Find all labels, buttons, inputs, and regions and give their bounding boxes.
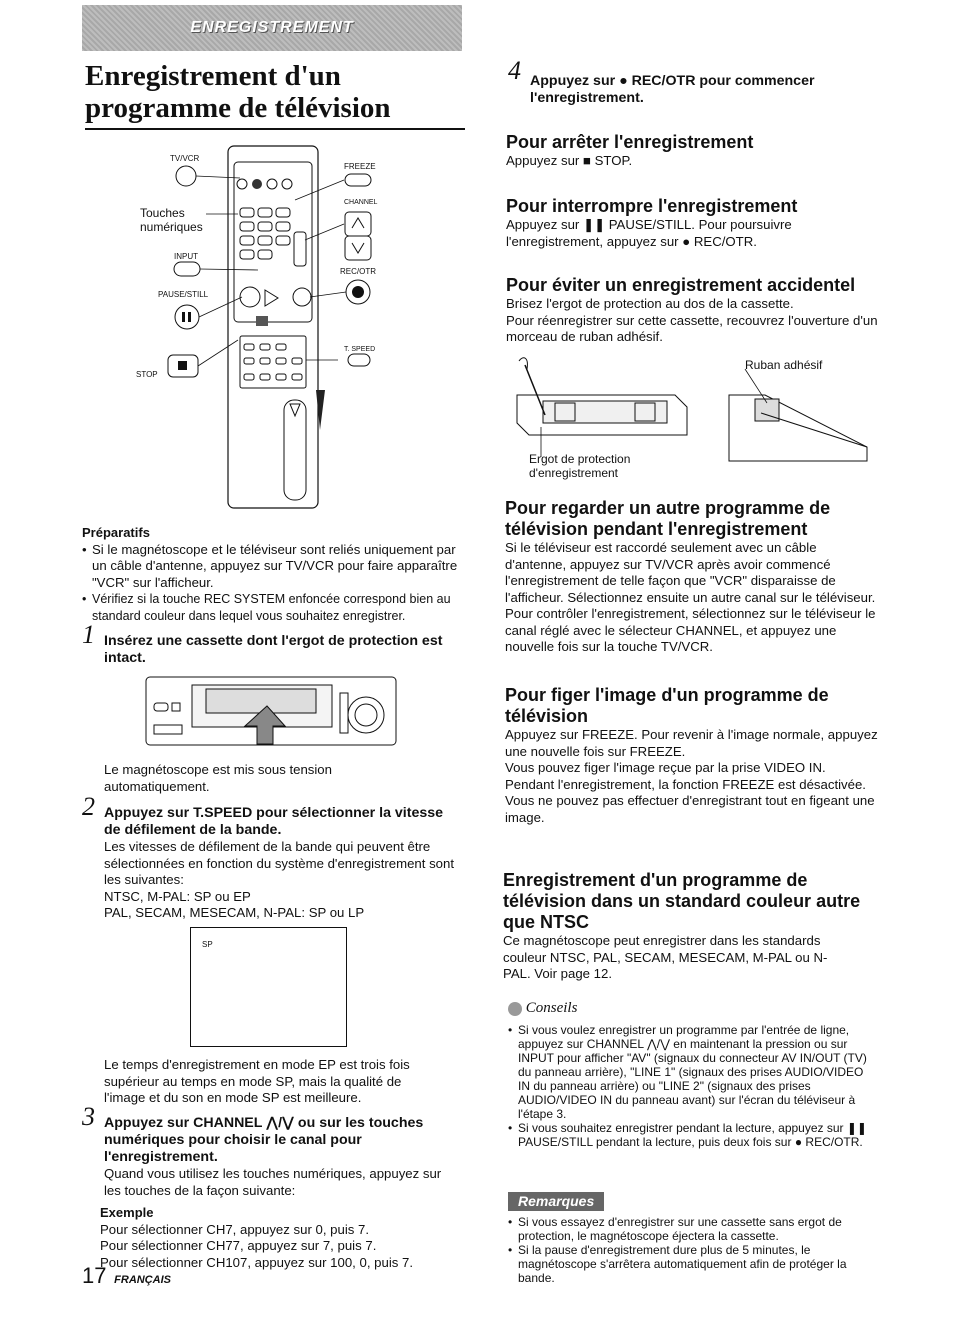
freeze-heading: Pour figer l'image d'un programme de télévision: [505, 685, 829, 726]
vcr-illustration: [144, 675, 399, 750]
screen-label: SP: [202, 940, 213, 949]
color-heading: Enregistrement d'un programme de télévision dans un standard couleur autre que NTSC: [503, 870, 861, 932]
conseils-item: • Si vous voulez enregistrer un programme par l'entrée de ligne, appuyez sur CHANNEL ⋀/⋁ en maintenant la pression ou sur INPUT pour afficher "AV" (signaux du connecteur AV IN/OUT (TV) du panneau arrière), "LINE 1" (signaux des prises AUDIO/VIDEO IN du panneau arrière) ou "LINE 2" (signaux des prises AUDIO/VIDEO IN du panneau avant) sur l'écran du téléviseur à l'étape 3.: [508, 1023, 878, 1121]
step-1-text: Le magnétoscope est mis sous tension automatiquement.: [104, 762, 332, 794]
watch-heading: Pour regarder un autre programme de télévision pendant l'enregistrement: [505, 498, 831, 539]
stop-section: [506, 132, 886, 170]
pause-section: [506, 196, 836, 250]
page-footer: [82, 1263, 171, 1289]
remarques-item: • Si la pause d'enregistrement dure plus de 5 minutes, le magnétoscope s'arrêtera automatiquement afin de protéger la bande.: [508, 1243, 883, 1285]
step-number: 1: [82, 620, 95, 649]
watch-section: [505, 498, 880, 656]
stop-heading: Pour arrêter l'enregistrement: [506, 132, 754, 152]
avoid-heading: Pour éviter un enregistrement accidentel: [506, 275, 856, 295]
remote-illustration: [130, 140, 390, 520]
step-number: 4: [508, 56, 521, 85]
label-freeze: FREEZE: [344, 162, 376, 171]
stop-text: Appuyez sur ■ STOP.: [506, 153, 633, 168]
step-3-heading: Appuyez sur CHANNEL ⋀/⋁ ou sur les touches numériques pour choisir le canal pour l'enregistrement.: [104, 1115, 424, 1165]
cassette-illustration: [505, 355, 885, 485]
tv-screen: [190, 927, 347, 1047]
step-3: [82, 1102, 460, 1199]
remarques: [508, 1192, 883, 1285]
label-pausestill: PAUSE/STILL: [158, 290, 209, 299]
remarques-item: • Si vous essayez d'enregistrer sur une cassette sans ergot de protection, le magnétoscope éjectera la cassette.: [508, 1215, 883, 1243]
avoid-text: Brisez l'ergot de protection au dos de la cassette. Pour réenregistrer sur cette cassette, recouvrez l'ouverture d'un morceau de ruban adhésif.: [506, 296, 878, 344]
pause-heading: Pour interrompre l'enregistrement: [506, 196, 798, 216]
remarques-heading: Remarques: [508, 1192, 604, 1211]
example-text: Pour sélectionner CH7, appuyez sur 0, puis 7. Pour sélectionner CH77, appuyez sur 7, puis 7. Pour sélectionner CH107, appuyez sur 100, 0, puis 7.: [100, 1221, 414, 1270]
label-channel: CHANNEL: [344, 199, 378, 206]
conseils: [508, 1000, 878, 1149]
label-input: INPUT: [174, 252, 198, 261]
conseils-item: • Si vous souhaitez enregistrer pendant la lecture, appuyez sur ❚❚ PAUSE/STILL pendant la lecture, puis deux fois sur ● REC/OTR.: [508, 1121, 878, 1149]
preparatifs: [82, 525, 460, 624]
banner-text: ENREGISTREMENT: [190, 18, 354, 36]
step-2-heading: Appuyez sur T.SPEED pour sélectionner la vitesse de défilement de la bande.: [104, 805, 444, 838]
color-section: [503, 870, 883, 983]
step-4: [508, 56, 890, 107]
label-touches: Touches numériques: [140, 206, 203, 234]
step-3-text: Quand vous utilisez les touches numériques, appuyez sur les touches de la façon suivante:: [104, 1166, 442, 1198]
label-tvvcr: TV/VCR: [170, 154, 200, 163]
color-text: Ce magnétoscope peut enregistrer dans les standards couleur NTSC, PAL, SECAM, MESECAM, M-PAL ou N-PAL. Voir page 12.: [503, 933, 828, 981]
preparatifs-item: • Vérifiez si la touche REC SYSTEM enfoncée correspond bien au standard couleur dans lequel vous souhaitez enregistrer.: [82, 591, 460, 624]
vcr-drawing: [144, 675, 399, 750]
label-recotr: REC/OTR: [340, 267, 376, 276]
label-tab: Ergot de protection d'enregistrement: [529, 452, 631, 480]
step-2: [82, 792, 460, 922]
example-heading: Exemple: [100, 1205, 154, 1220]
avoid-section: [506, 275, 886, 346]
section-banner: [82, 5, 462, 51]
remote-drawing: [130, 140, 390, 520]
pause-text: Appuyez sur ❚❚ PAUSE/STILL. Pour poursuivre l'enregistrement, appuyez sur ● REC/OTR.: [506, 217, 792, 249]
watch-text: Si le téléviseur est raccordé seulement avec un câble d'antenne, appuyez sur TV/VCR après avoir commencé l'enregistrement de telle façon que "VCR" disparaisse de l'afficheur. Sélectionnez ensuite un autre canal sur le téléviseur. Pour contrôler l'enregistrement, sélectionnez sur le téléviseur le canal réglé avec le sélecteur CHANNEL, et appuyez une nouvelle fois sur la touche TV/VCR.: [505, 540, 876, 654]
step-1: [82, 620, 460, 667]
label-tape: Ruban adhésif: [745, 358, 823, 372]
freeze-section: [505, 685, 880, 826]
page-title: Enregistrement d'un programme de télévision: [85, 60, 465, 130]
preparatifs-heading: Préparatifs: [82, 525, 150, 540]
page-number: 17: [82, 1263, 107, 1288]
conseils-icon: [508, 1002, 522, 1016]
step-number: 2: [82, 792, 95, 821]
step-4-heading: Appuyez sur ● REC/OTR pour commencer l'enregistrement.: [530, 73, 815, 106]
step-number: 3: [82, 1102, 95, 1131]
footer-language: FRANÇAIS: [114, 1274, 171, 1286]
step-2-text: Les vitesses de défilement de la bande qui peuvent être sélectionnées en fonction du système d'enregistrement sont les suivantes: NTSC, M-PAL: SP ou EP PAL, SECAM, MESECAM, N-PAL: SP ou LP: [104, 839, 454, 920]
label-stop: STOP: [136, 370, 158, 379]
freeze-text: Appuyez sur FREEZE. Pour revenir à l'image normale, appuyez une nouvelle fois sur FREEZE. Vous pouvez figer l'image reçue par la prise VIDEO IN. Pendant l'enregistrement, la fonction FREEZE est désactivée. Vous ne pouvez pas effectuer d'enregistrant tout en figeant une image.: [505, 727, 878, 825]
conseils-heading: [508, 1000, 878, 1017]
step-1-heading: Insérez une cassette dont l'ergot de protection est intact.: [104, 633, 443, 666]
label-tspeed: T. SPEED: [344, 346, 376, 353]
conseils-title: Conseils: [525, 1000, 578, 1016]
step-2-after: Le temps d'enregistrement en mode EP est trois fois supérieur au temps en mode SP, mais la qualité de l'image et du son en mode SP est meilleure.: [104, 1057, 410, 1105]
example: [100, 1205, 460, 1271]
preparatifs-item: • Si le magnétoscope et le téléviseur sont reliés uniquement par un câble d'antenne, appuyez sur TV/VCR pour faire apparaître "VCR" sur l'afficheur.: [82, 542, 460, 592]
